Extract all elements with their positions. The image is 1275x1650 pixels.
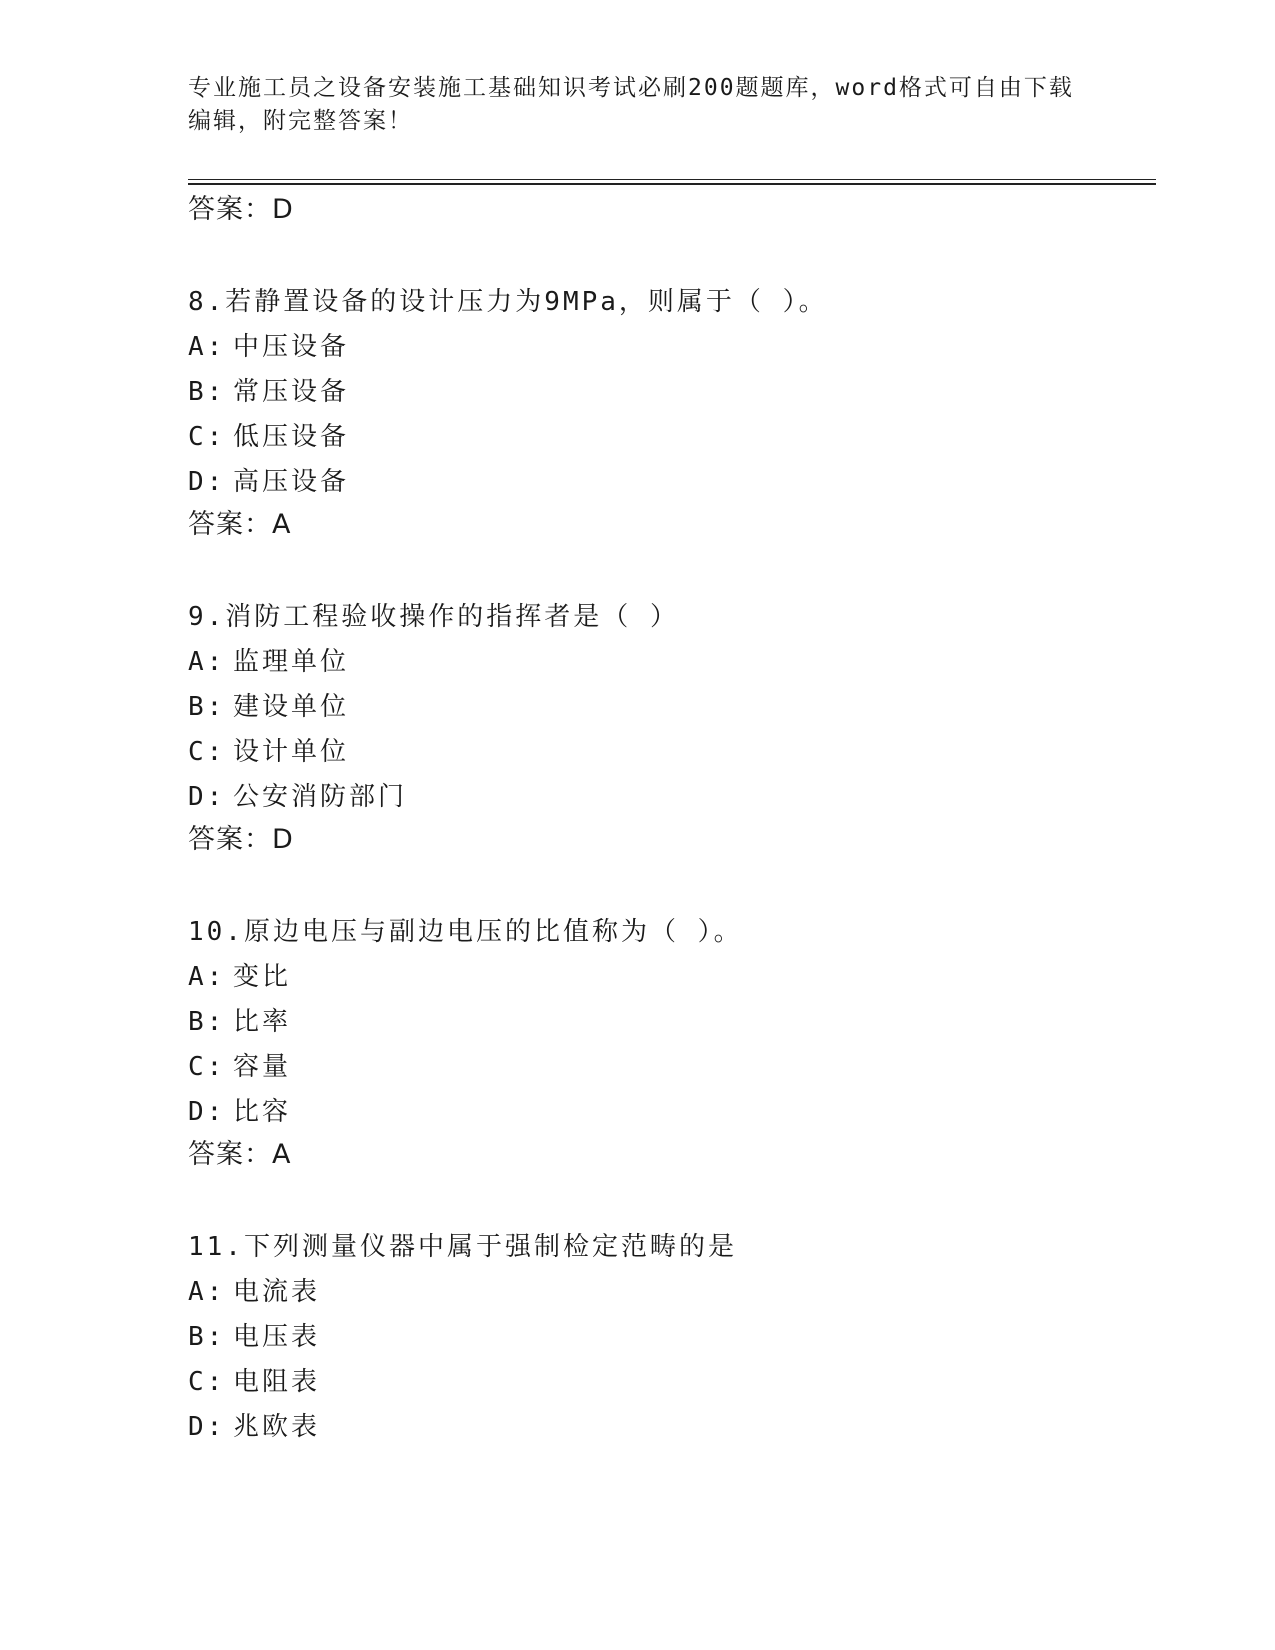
option-text: 高压设备 — [233, 467, 350, 497]
header-line-1: 专业施工员之设备安装施工基础知识考试必刷200题题库，word格式可自由下载 — [188, 75, 1074, 101]
option-letter: A: — [188, 647, 226, 677]
option-letter: A: — [188, 1277, 226, 1307]
option-letter: A: — [188, 332, 226, 362]
option-text: 监理单位 — [233, 647, 350, 677]
header-line-2: 编辑，附完整答案！ — [188, 108, 413, 134]
document-header — [188, 72, 1088, 138]
option-b — [188, 1320, 1148, 1354]
option-text: 建设单位 — [233, 692, 350, 722]
option-letter: B: — [188, 1322, 226, 1352]
option-text: 常压设备 — [233, 377, 350, 407]
question-item — [188, 1230, 1148, 1444]
option-letter: D: — [188, 782, 226, 812]
option-a — [188, 1275, 1148, 1309]
option-letter: C: — [188, 737, 226, 767]
option-c — [188, 420, 1148, 454]
header-divider-thick — [188, 183, 1156, 185]
question-stem: 11.下列测量仪器中属于强制检定范畴的是 — [188, 1232, 737, 1262]
option-text: 公安消防部门 — [233, 782, 408, 812]
option-b — [188, 375, 1148, 409]
option-letter: D: — [188, 467, 226, 497]
option-text: 电压表 — [233, 1322, 321, 1352]
answer-value: D — [272, 194, 294, 225]
answer-label: 答案： — [188, 824, 272, 855]
option-letter: B: — [188, 1007, 226, 1037]
answer-label: 答案： — [188, 509, 272, 540]
option-c — [188, 1050, 1148, 1084]
question-stem: 9.消防工程验收操作的指挥者是（ ） — [188, 602, 679, 632]
option-a — [188, 330, 1148, 364]
answer-line — [188, 193, 1148, 227]
option-d — [188, 1410, 1148, 1444]
answer-line — [188, 1138, 1148, 1172]
option-letter: A: — [188, 962, 226, 992]
question-stem: 10.原边电压与副边电压的比值称为（ ）。 — [188, 917, 743, 947]
answer-value: A — [272, 509, 292, 540]
option-letter: C: — [188, 422, 226, 452]
option-text: 比率 — [233, 1007, 292, 1037]
option-letter: C: — [188, 1052, 226, 1082]
option-text: 中压设备 — [233, 332, 350, 362]
option-b — [188, 1005, 1148, 1039]
answer-label: 答案： — [188, 194, 272, 225]
option-text: 比容 — [233, 1097, 292, 1127]
option-letter: B: — [188, 377, 226, 407]
option-letter: D: — [188, 1097, 226, 1127]
option-c — [188, 1365, 1148, 1399]
option-d — [188, 1095, 1148, 1129]
option-a — [188, 960, 1148, 994]
option-text: 电流表 — [233, 1277, 321, 1307]
question-item — [188, 285, 1148, 542]
question-list — [188, 193, 1148, 1455]
option-text: 低压设备 — [233, 422, 350, 452]
answer-value: A — [272, 1139, 292, 1170]
question-item — [188, 915, 1148, 1172]
option-a — [188, 645, 1148, 679]
option-text: 电阻表 — [233, 1367, 321, 1397]
question-item — [188, 600, 1148, 857]
question-stem: 8.若静置设备的设计压力为9MPa，则属于（ ）。 — [188, 287, 828, 317]
option-c — [188, 735, 1148, 769]
header-divider-thin — [188, 179, 1156, 180]
option-d — [188, 780, 1148, 814]
option-text: 设计单位 — [233, 737, 350, 767]
option-text: 容量 — [233, 1052, 292, 1082]
answer-line — [188, 508, 1148, 542]
option-letter: D: — [188, 1412, 226, 1442]
option-b — [188, 690, 1148, 724]
option-d — [188, 465, 1148, 499]
answer-value: D — [272, 824, 294, 855]
option-text: 变比 — [233, 962, 292, 992]
option-text: 兆欧表 — [233, 1412, 321, 1442]
option-letter: C: — [188, 1367, 226, 1397]
answer-line — [188, 823, 1148, 857]
option-letter: B: — [188, 692, 226, 722]
answer-label: 答案： — [188, 1139, 272, 1170]
